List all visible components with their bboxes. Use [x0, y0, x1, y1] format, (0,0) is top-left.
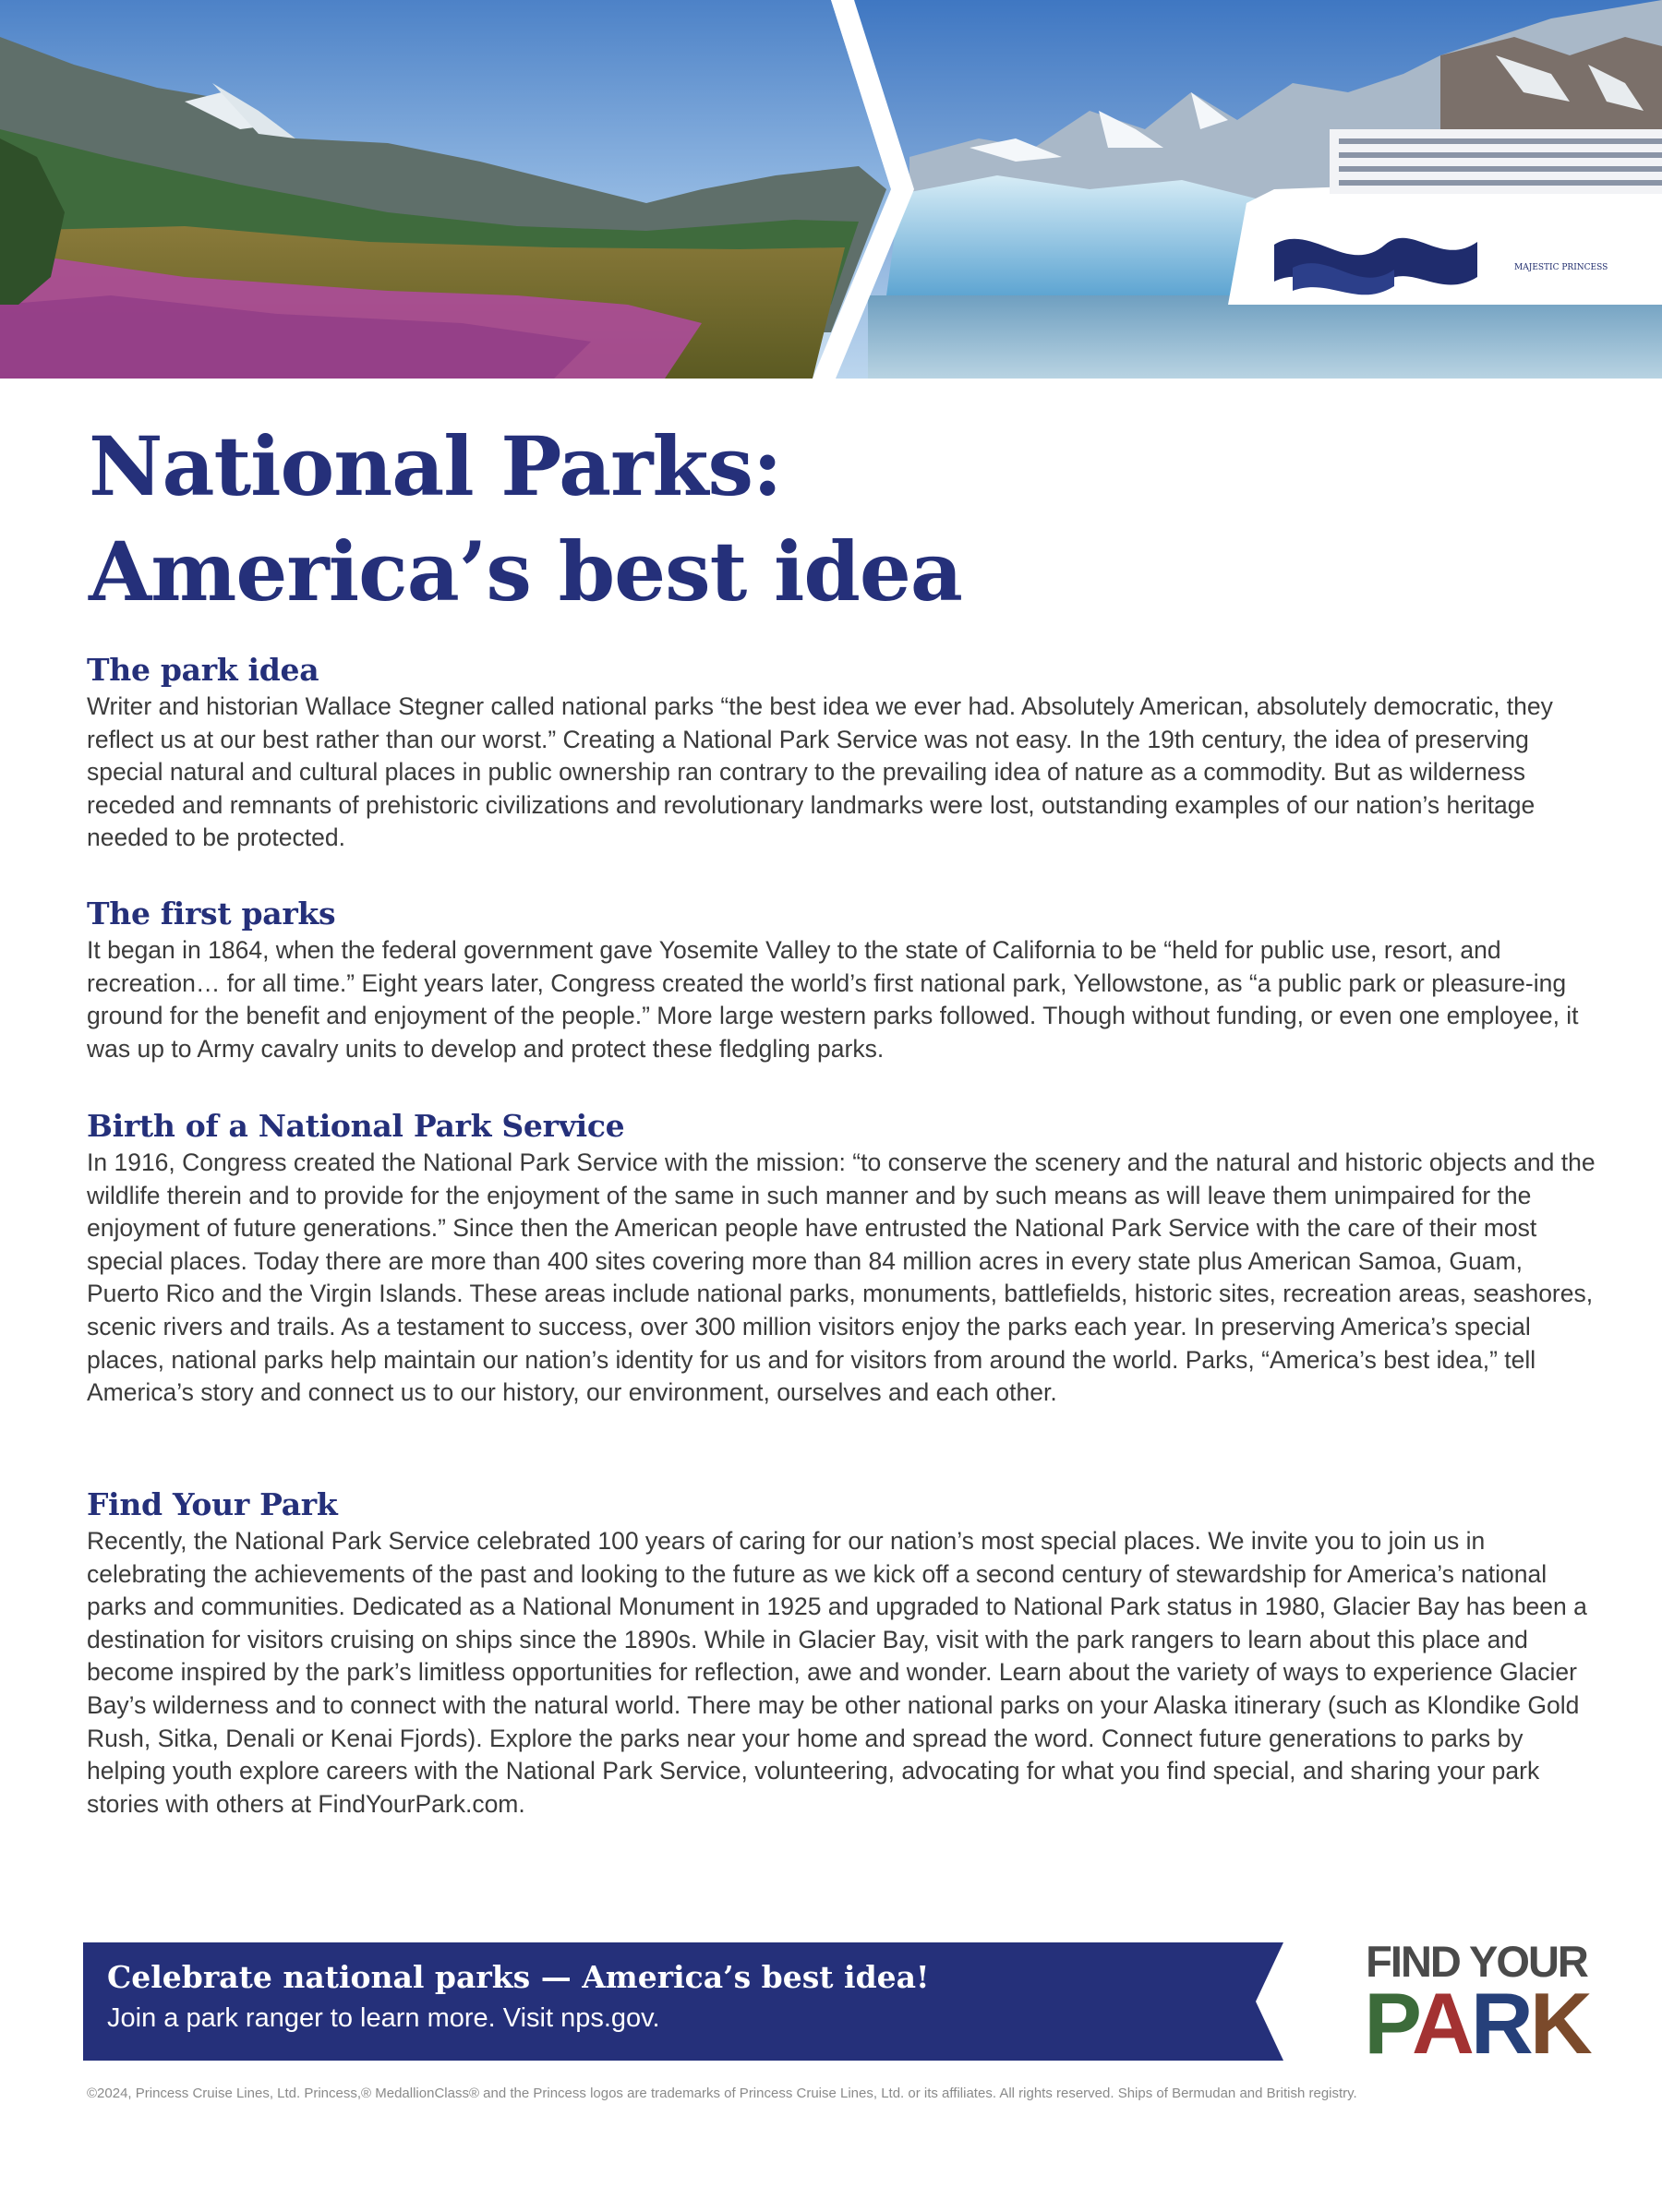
logo-line-1: FIND YOUR — [1366, 1937, 1587, 1986]
page-title — [89, 414, 962, 624]
section-heading: The first parks — [87, 896, 336, 932]
callout-banner — [83, 1942, 1283, 2061]
find-your-park-logo — [1350, 1937, 1603, 2072]
hero-banner — [0, 0, 1662, 379]
callout-heading: Celebrate national parks — America’s best idea! — [107, 1959, 930, 1995]
title-line-2: America’s best idea — [89, 523, 962, 619]
logo-letter-r: R — [1470, 1975, 1530, 2072]
section-birth-nps — [87, 1108, 1601, 1410]
logo-letter-k: K — [1529, 1975, 1589, 2072]
section-find-your-park — [87, 1486, 1601, 1821]
glacier-cruise-image — [813, 0, 1662, 379]
section-body: Recently, the National Park Service celebrated 100 years of caring for our nation’s most special places. We invite you to join us in celebrating the achievements of the past and looking to the future as we kick off a second century of stewardship for America’s national parks and communities. Dedicated as a National Monument in 1925 and upgraded to National Park status in 1980, Glacier Bay has been a destination for visitors cruising on ships since the 1890s. While in Glacier Bay, visit with the park rangers to learn about this place and become inspired by the park’s limitless opportunities for reflection, awe and wonder. Learn about the variety of ways to experience Glacier Bay’s wilderness and to connect with the natural world. There may be other national parks on your Alaska itinerary (such as Klondike Gold Rush, Sitka, Denali or Kenai Fjords). Explore the parks near your home and spread the word. Connect future generations to parks by helping youth explore careers with the National Park Service, volunteering, advocating for what you find special, and sharing your park stories with others at FindYourPark.com. — [87, 1527, 1587, 1818]
section-heading: The park idea — [87, 652, 319, 688]
section-park-idea — [87, 652, 1601, 855]
section-body: In 1916, Congress created the National Park Service with the mission: “to conserve the scenery and the natural and historic objects and the wildlife therein and to provide for the enjoyment of the same in such manner and by such means as will leave them unimpaired for the enjoyment of future generations.” Since then the American people have entrusted the National Park Service with the care of their most special places. Today there are more than 400 sites covering more than 84 million acres in every state plus American Samoa, Guam, Puerto Rico and the Virgin Islands. These areas include national parks, monuments, battlefields, historic sites, recreation areas, seashores, scenic rivers and trails. As a testament to success, over 300 million visitors enjoy the parks each year. In preserving America’s special places, national parks help maintain our nation’s identity for us and for visitors from around the world. Parks, “America’s best idea,” tell America’s story and connect us to our history, our environment, ourselves and each other. — [87, 1148, 1596, 1407]
section-heading: Find Your Park — [87, 1486, 338, 1522]
logo-park-word — [1350, 1975, 1603, 2072]
section-body: It began in 1864, when the federal government gave Yosemite Valley to the state of California to be “held for public use, resort, and recreation… for all time.” Eight years later, Congress created the world’s first national park, Yellowstone, as “a public park or pleasure-ing ground for the benefit and enjoyment of the people.” More large western parks followed. Though without funding, or even one employee, it was up to Army cavalry units to develop and protect these fledgling parks. — [87, 936, 1579, 1063]
hero-illustration — [0, 0, 1662, 379]
section-heading: Birth of a National Park Service — [87, 1108, 625, 1144]
section-first-parks — [87, 896, 1601, 1065]
mountain-valley-image — [0, 0, 891, 379]
logo-letter-p: P — [1364, 1975, 1413, 2072]
legal-footer: ©2024, Princess Cruise Lines, Ltd. Princess,® MedallionClass® and the Princess logos are trademarks of Princess Cruise Lines, Ltd. or its affiliates. All rights reserved. Ships of Bermudan and British registry. — [87, 2086, 1357, 2101]
callout-subtext: Join a park ranger to learn more. Visit nps.gov. — [107, 2003, 660, 2033]
title-line-1: National Parks: — [89, 418, 782, 514]
logo-letter-a: A — [1412, 1975, 1471, 2072]
ship-name: MAJESTIC PRINCESS — [1514, 263, 1608, 272]
section-body: Writer and historian Wallace Stegner called national parks “the best idea we ever had. Absolutely American, absolutely democratic, they reflect us at our best rather than our worst.” Creating a National Park Service was not easy. In the 19th century, the idea of preserving special natural and cultural places in public ownership ran contrary to the prevailing idea of nature as a commodity. But as wilderness receded and remnants of prehistoric civilizations and revolutionary landmarks were lost, outstanding examples of our nation’s heritage needed to be protected. — [87, 692, 1553, 852]
